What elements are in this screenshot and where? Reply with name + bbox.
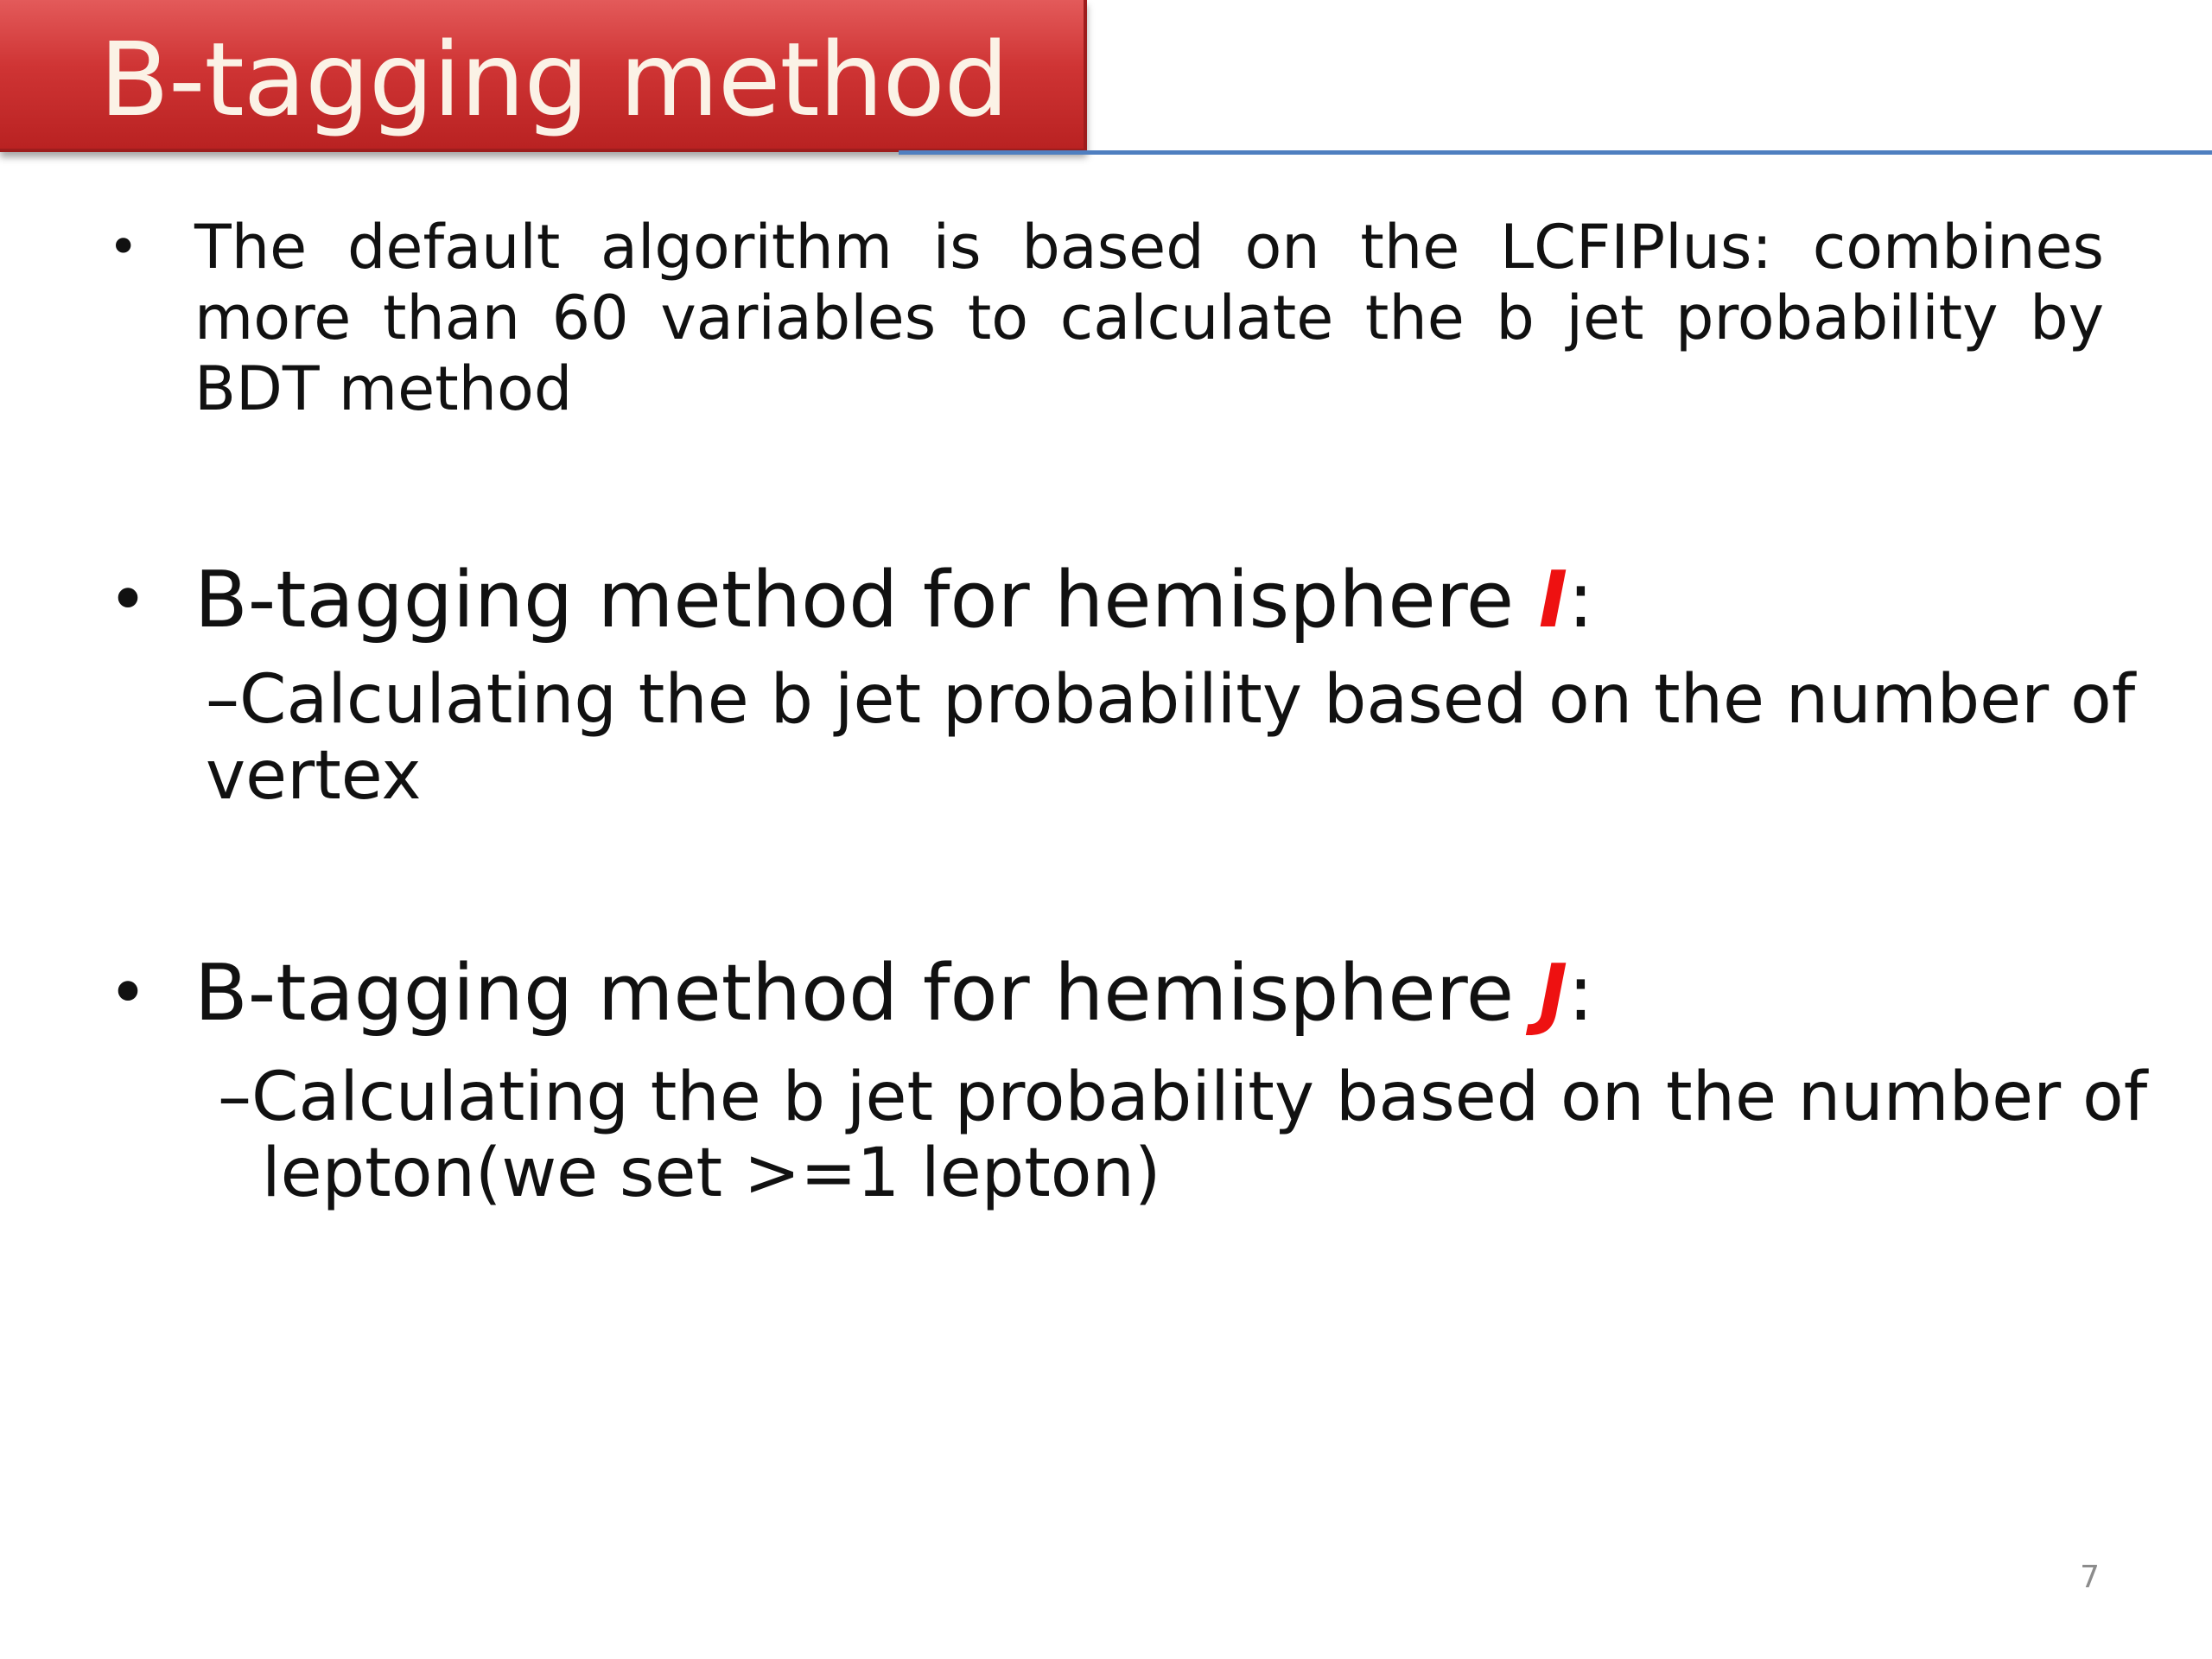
- sub-item-line-1: –Calculating the b jet probability based on the number of: [206, 661, 2136, 739]
- hemisphere-label: I: [1538, 555, 1568, 645]
- bullet-dot: •: [108, 562, 149, 639]
- title-banner: [0, 0, 1087, 152]
- heading-text: B-tagging method for hemisphere: [194, 555, 1539, 645]
- bullet-heading: [194, 553, 1594, 648]
- sub-item-line-2: vertex: [206, 737, 422, 815]
- bullet-text: The default algorithm is based on the LCFIPlus: combines more than 60 variables to calculate the b jet probability by BDT method: [194, 212, 2104, 424]
- slide-title: B-tagging method: [99, 20, 1008, 139]
- bullet-hemisphere-j: [108, 946, 2148, 1223]
- title-divider-line: [899, 150, 2212, 155]
- page-number: 7: [2080, 1560, 2100, 1595]
- heading-text: B-tagging method for hemisphere: [194, 948, 1539, 1039]
- bullet-hemisphere-i: [108, 553, 2136, 830]
- sub-item-line-2: lepton(we set >=1 lepton): [262, 1135, 1161, 1212]
- bullet-default-algorithm: [108, 212, 2104, 436]
- bullet-heading: [194, 946, 1594, 1041]
- bullet-dot: •: [108, 217, 139, 277]
- heading-colon: :: [1567, 948, 1594, 1039]
- heading-colon: :: [1567, 555, 1594, 645]
- sub-item-line-1: –Calculating the b jet probability based on the number of: [218, 1058, 2148, 1136]
- hemisphere-label: J: [1538, 948, 1568, 1039]
- bullet-dot: •: [108, 955, 149, 1033]
